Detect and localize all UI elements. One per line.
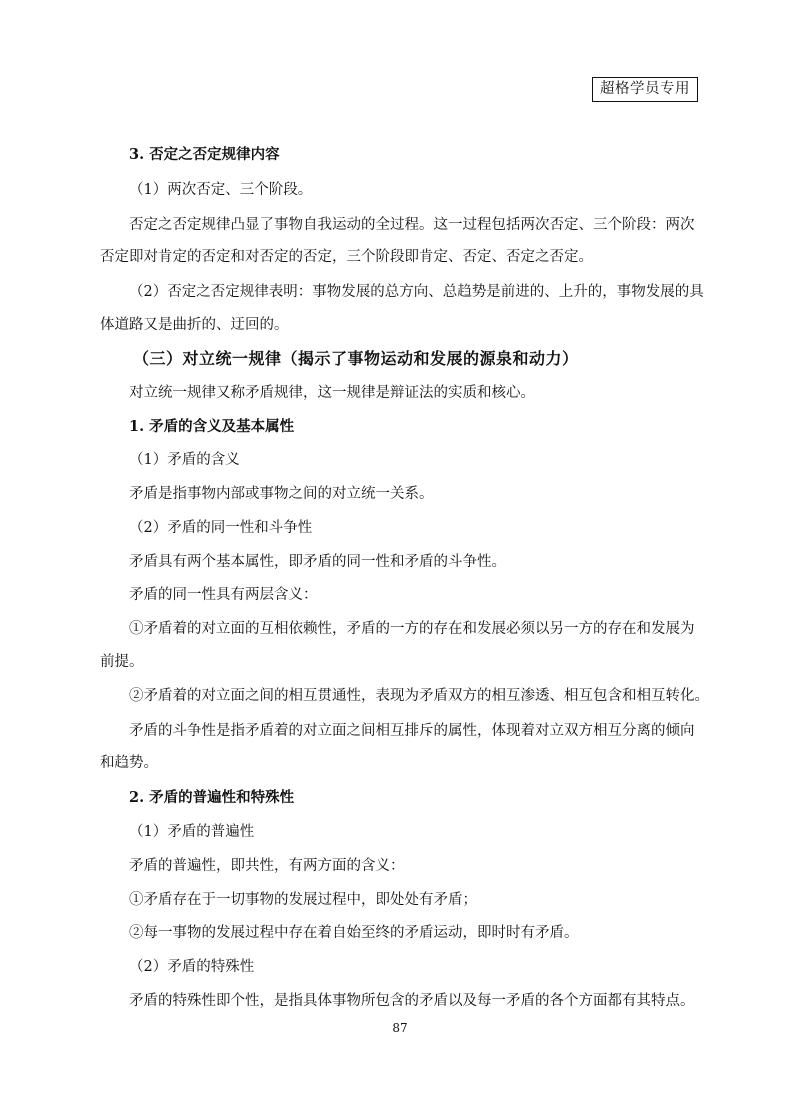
header-badge: 超格学员专用	[592, 77, 698, 102]
heading-negation-law-content: 3. 否定之否定规律内容	[129, 146, 280, 163]
subheading-identity-struggle: （2）矛盾的同一性和斗争性	[129, 520, 313, 536]
subheading-universality: （1）矛盾的普遍性	[129, 824, 255, 840]
paragraph-line: 矛盾的特殊性即个性，是指具体事物所包含的矛盾以及每一矛盾的各个方面都有其特点。	[129, 993, 695, 1009]
paragraph-line: 矛盾的同一性具有两层含义：	[129, 587, 318, 603]
paragraph-line: 矛盾的斗争性是指矛盾着的对立面之间相互排斥的属性，体现着对立双方相互分离的倾向	[129, 723, 695, 739]
paragraph-line: 否定即对肯定的否定和对否定的否定，三个阶段即肯定、否定、否定之否定。	[100, 249, 593, 265]
page-number: 87	[392, 1021, 408, 1035]
paragraph-line: ②每一事物的发展过程中存在着自始至终的矛盾运动，即时时有矛盾。	[129, 925, 579, 941]
paragraph-line: 矛盾的普遍性，即共性，有两方面的含义：	[129, 858, 405, 874]
paragraph-line: 对立统一规律又称矛盾规律，这一规律是辩证法的实质和核心。	[129, 385, 535, 401]
paragraph-line: ①矛盾着的对立面的互相依赖性，矛盾的一方的存在和发展必须以另一方的存在和发展为	[129, 621, 695, 637]
paragraph-line: 前提。	[100, 654, 144, 670]
subheading-particularity: （2）矛盾的特殊性	[129, 959, 255, 975]
subheading-two-negations: （1）两次否定、三个阶段。	[129, 182, 313, 198]
heading-contradiction-meaning: 1. 矛盾的含义及基本属性	[129, 418, 295, 435]
paragraph-line: ①矛盾存在于一切事物的发展过程中，即处处有矛盾；	[129, 892, 477, 908]
paragraph-line: 和趋势。	[100, 755, 158, 771]
subheading-contradiction-meaning: （1）矛盾的含义	[129, 452, 240, 468]
paragraph-line: 矛盾是指事物内部或事物之间的对立统一关系。	[129, 486, 434, 502]
paragraph-line: 否定之否定规律凸显了事物自我运动的全过程。这一过程包括两次否定、三个阶段：两次	[129, 217, 695, 233]
paragraph-line: （2）否定之否定规律表明：事物发展的总方向、总趋势是前进的、上升的，事物发展的具	[129, 284, 704, 300]
paragraph-line: 矛盾具有两个基本属性，即矛盾的同一性和矛盾的斗争性。	[129, 554, 506, 570]
section-title-unity-of-opposites: （三）对立统一规律（揭示了事物运动和发展的源泉和动力）	[133, 349, 579, 368]
heading-universality-particularity: 2. 矛盾的普遍性和特殊性	[129, 789, 295, 806]
paragraph-line: 体道路又是曲折的、迂回的。	[100, 317, 289, 333]
paragraph-line: ②矛盾着的对立面之间的相互贯通性，表现为矛盾双方的相互渗透、相互包含和相互转化。	[129, 688, 709, 704]
